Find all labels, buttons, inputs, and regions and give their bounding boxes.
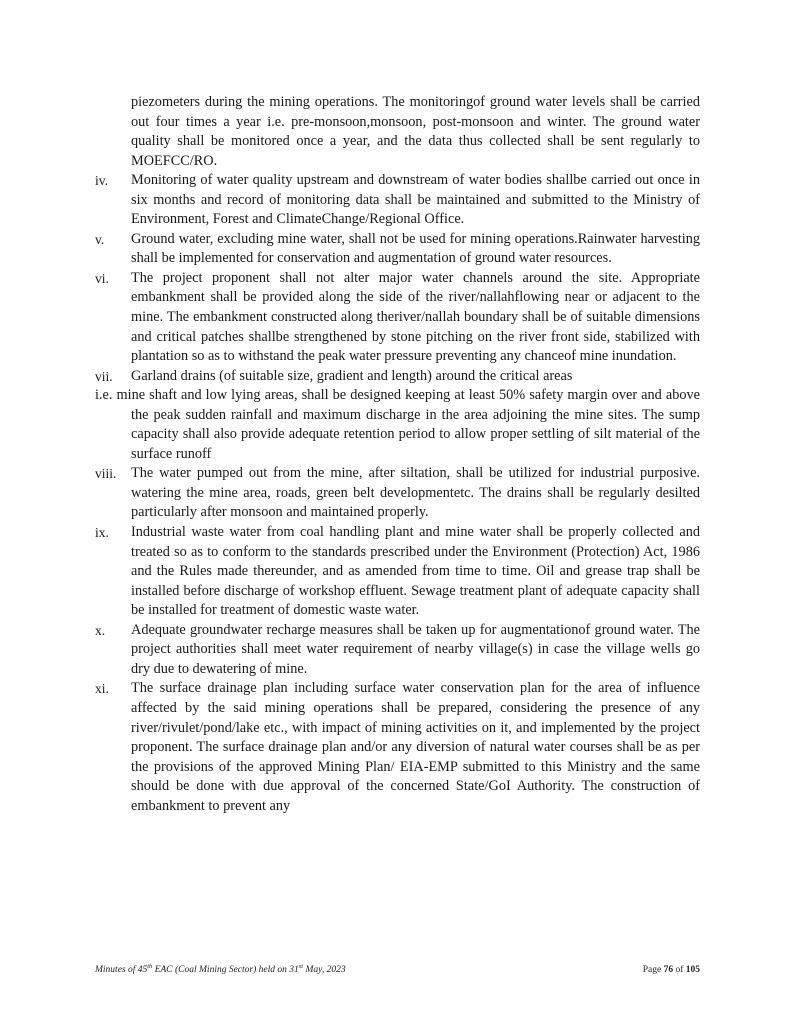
item-text: Adequate groundwater recharge measures shall be taken up for augmentationof ground water. The project authorities shall meet water requirement of nearby village(s) in case the village wells go dry due to dewatering of mine.: [131, 621, 700, 677]
list-item: [95, 621, 700, 680]
list-item: [95, 464, 700, 523]
item-number: iv.: [95, 173, 108, 189]
item-number: ix.: [95, 525, 109, 541]
item-number: xi.: [95, 681, 109, 697]
minutes-suffix: May, 2023: [303, 965, 346, 975]
page-label: Page: [642, 965, 664, 975]
item-text: Industrial waste water from coal handling plant and mine water shall be properly collected and treated so as to conform to the standards prescribed under the Environment (Protection) Act, 1986 and the Rules made thereunder, and as amended from time to time. Oil and grease trap shall be installed before discharge of workshop effluent. Sewage treatment plant of adequate capacity shall be installed for treatment of domestic waste water.: [131, 524, 700, 619]
item-text: The project proponent shall not alter major water channels around the site. Appropriate embankment shall be provided along the side of the river/nallahflowing near or adjacent to the mine. The embankment constructed along theriver/nallah boundary shall be of suitable dimensions and critical patches shallbe strengthened by stone pitching on the river front side, stabilized with plantation so as to withstand the peak water pressure preventing any chanceof mine inundation.: [131, 269, 700, 365]
minutes-prefix: Minutes of 45: [95, 965, 148, 975]
minutes-mid: EAC (Coal Mining Sector) held on 31: [152, 965, 299, 975]
list-item: [95, 367, 700, 387]
item-text: Garland drains (of suitable size, gradient and length) around the critical areas: [131, 367, 573, 384]
list-item: [95, 171, 700, 230]
item-text: Monitoring of water quality upstream and downstream of water bodies shallbe carried out once in six months and record of monitoring data shall be maintained and submitted to the Ministry of Environment, Forest and ClimateChange/Regional Office.: [131, 172, 700, 228]
item-number: vii.: [95, 368, 113, 384]
item-text: Ground water, excluding mine water, shall not be used for mining operations.Rainwater harvesting shall be implemented for conservation and augmentation of ground water resources.: [131, 230, 700, 267]
page-of: of: [673, 965, 686, 975]
list-item: [95, 269, 700, 367]
list-item: [95, 679, 700, 816]
item-number: v.: [95, 231, 105, 247]
minutes-caption: [95, 962, 346, 975]
ordinal-sup: th: [147, 962, 153, 970]
item-number: viii.: [95, 466, 117, 482]
item-text: The surface drainage plan including surface water conservation plan for the area of influence affected by the said mining operations shall be prepared, considering the presence of any river/rivulet/pond/lake etc., with impact of mining activities on it, and implemented by the project proponent. The surface drainage plan and/or any diversion of natural water courses shall be as per the provisions of the approved Mining Plan/ EIA-EMP submitted to this Ministry and the same should be done with due approval of the concerned State/GoI Authority. The construction of embankment to prevent any: [131, 680, 700, 814]
page-body: [95, 93, 700, 816]
date-ordinal-sup: st: [298, 962, 304, 970]
continuation-text: piezometers during the mining operations. The monitoringof ground water levels shall be carried out four times a year i.e. pre-monsoon,monsoon, post-monsoon and winter. The ground water quality shall be monitored once a year, and the data thus collected shall be sent regularly to MOEFCC/RO.: [131, 94, 700, 169]
hanging-text: i.e. mine shaft and low lying areas, shall be designed keeping at least 50% safety margin over and above the peak sudden rainfall and maximum discharge in the area adjoining the mine sites. The sump capacity shall also provide adequate retention period to allow proper settling of silt material of the surface runoff: [95, 387, 700, 462]
list-item: [95, 230, 700, 269]
page-number: 76: [663, 965, 674, 975]
item-text: The water pumped out from the mine, after siltation, shall be utilized for industrial purposive. watering the mine area, roads, green belt developmentetc. The drains shall be regularly desilted particularly after monsoon and maintained properly.: [131, 465, 700, 521]
list-item: [95, 523, 700, 621]
page-total: 105: [685, 965, 700, 975]
page-number-label: [643, 965, 700, 975]
item-number: x.: [95, 622, 106, 638]
continuation-paragraph: [95, 93, 700, 171]
hanging-paragraph: [95, 386, 700, 464]
item-number: vi.: [95, 270, 109, 286]
